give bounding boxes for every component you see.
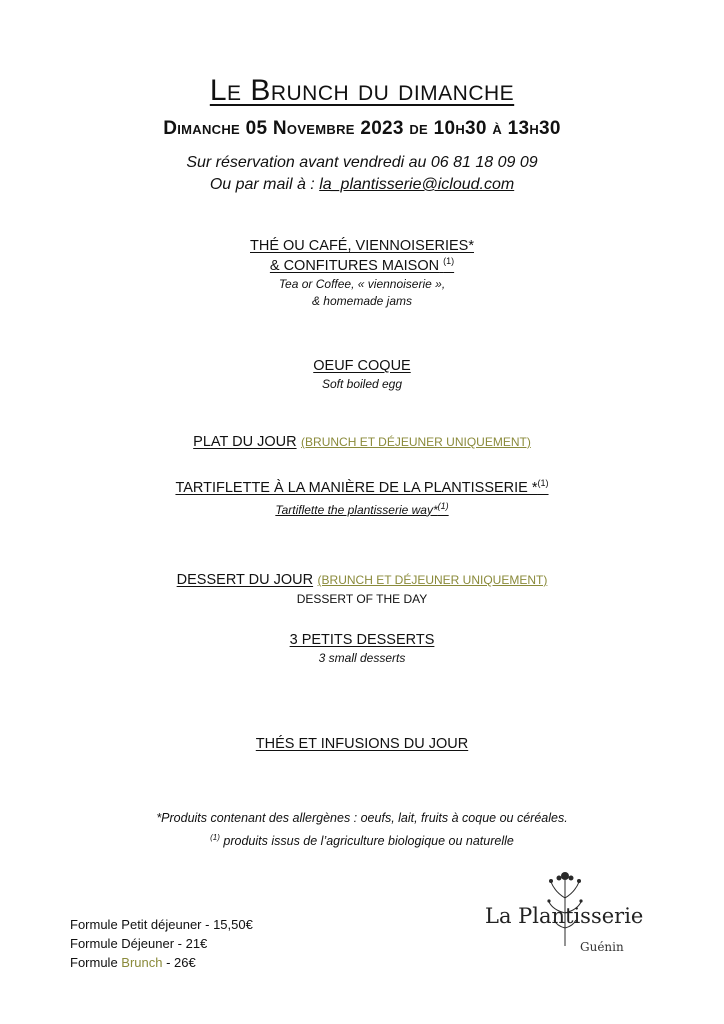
item-note: (BRUNCH ET DÉJEUNER UNIQUEMENT) [317, 573, 548, 587]
reservation-mail-line [0, 174, 724, 196]
menu-item-plat-du-jour [0, 433, 724, 451]
logo-city: Guénin [580, 940, 624, 954]
organic-note [0, 828, 724, 851]
item-english: DESSERT OF THE DAY [296, 592, 428, 606]
item-english-line2: & homemade jams [311, 293, 413, 308]
item-heading: 3 PETITS DESSERTS [289, 632, 435, 648]
menu-item-thes-infusions [0, 736, 724, 752]
item-note: (BRUNCH ET DÉJEUNER UNIQUEMENT) [301, 435, 531, 449]
plantisserie-logo [480, 868, 650, 968]
item-heading [0, 478, 724, 496]
item-english: Soft boiled egg [321, 377, 403, 391]
item-english [0, 498, 724, 519]
logo-name: La Plantisserie [485, 904, 644, 928]
organic-mark: (1) [443, 256, 455, 266]
reservation-phone: Sur réservation avant vendredi au 06 81 18 09 09 [186, 154, 538, 171]
date-line: Dimanche 05 Novembre 2023 de 10h30 à 13h30 [163, 118, 561, 139]
reservation-info [0, 152, 724, 196]
mail-prefix: Ou par mail à : [209, 176, 320, 193]
item-heading-line1: THÉ OU CAFÉ, VIENNOISERIES* [250, 238, 474, 254]
formule-brunch-word: Brunch [121, 955, 163, 970]
item-heading: THÉS ET INFUSIONS DU JOUR [255, 736, 469, 752]
menu-item-petits-desserts [0, 632, 724, 667]
item-heading-row [0, 571, 724, 589]
menu-item-dessert-du-jour [0, 571, 724, 608]
item-heading: PLAT DU JOUR [193, 434, 297, 450]
item-english-text: Tartiflette the plantisserie way* [275, 502, 438, 517]
menu-item-tartiflette [0, 478, 724, 519]
organic-mark: (1) [210, 833, 220, 842]
formule-brunch-suffix: - 26€ [162, 955, 196, 970]
item-english: 3 small desserts [318, 651, 406, 665]
formule-brunch-prefix: Formule [70, 955, 122, 970]
footnotes [0, 808, 724, 851]
organic-note-text: produits issus de l’agriculture biologique ou naturelle [219, 834, 514, 849]
item-english-line1: Tea or Coffee, « viennoiserie », [278, 276, 446, 291]
organic-mark: (1) [537, 478, 549, 488]
item-heading-text: TARTIFLETTE À LA MANIÈRE DE LA PLANTISSERIE * [175, 479, 538, 496]
item-heading-line2 [0, 256, 724, 274]
item-heading: OEUF COQUE [313, 358, 411, 374]
formule-brunch [70, 953, 253, 972]
item-heading: DESSERT DU JOUR [176, 572, 314, 588]
mail-link[interactable]: la_plantisserie@icloud.com [319, 176, 515, 193]
menu-item-egg [0, 358, 724, 393]
formule-dejeuner: Formule Déjeuner - 21€ [70, 936, 208, 951]
allergen-note: *Produits contenant des allergènes : oeufs, lait, fruits à coque ou céréales. [156, 811, 568, 825]
price-list [70, 915, 253, 972]
menu-item-tea-coffee [0, 238, 724, 310]
page-title: Le Brunch du dimanche [209, 74, 515, 107]
organic-mark: (1) [437, 500, 449, 511]
item-heading-line2-text: & CONFITURES MAISON [269, 257, 440, 274]
formule-petit-dejeuner: Formule Petit déjeuner - 15,50€ [70, 917, 253, 932]
